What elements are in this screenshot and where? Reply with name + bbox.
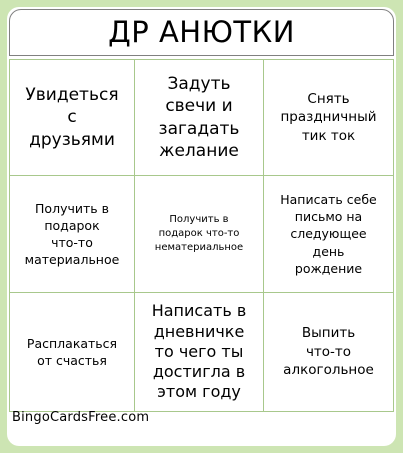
bingo-cell-text: Получить в подарок что-то материальное xyxy=(24,200,120,268)
card-title: ДР АНЮТКИ xyxy=(108,15,295,49)
bingo-cell-text: Задуть свечи и загадать желание xyxy=(158,74,240,161)
bingo-cell-text: Выпить что-то алкогольное xyxy=(283,325,374,379)
bingo-cell-r3c1[interactable] xyxy=(9,293,135,412)
bingo-grid xyxy=(9,59,394,411)
bingo-cell-text: Расплакаться от счастья xyxy=(26,335,118,368)
title-box xyxy=(9,9,394,56)
bingo-cell-r1c2[interactable] xyxy=(135,60,264,176)
bingo-cell-text: Написать в дневничке то чего ты достигла в этом году xyxy=(151,301,247,402)
bingo-cell-r2c2[interactable] xyxy=(135,176,264,293)
bingo-card xyxy=(7,7,396,446)
bingo-cell-r3c3[interactable] xyxy=(264,293,394,412)
bingo-cell-r1c3[interactable] xyxy=(264,60,394,176)
footer-brand: BingoCardsFree.com xyxy=(12,410,150,425)
bingo-cell-r1c1[interactable] xyxy=(9,60,135,176)
bingo-cell-r3c2[interactable] xyxy=(135,293,264,412)
bingo-cell-text: Снять праздничный тик ток xyxy=(280,90,377,144)
bingo-cell-text: Получить в подарок что-то нематериальное xyxy=(154,214,244,253)
bingo-cell-text: Написать себе письмо на следующее день рождение xyxy=(280,191,377,276)
bingo-cell-r2c1[interactable] xyxy=(9,176,135,293)
bingo-cell-r2c3[interactable] xyxy=(264,176,394,293)
bingo-cell-text: Увидеться с друзьями xyxy=(25,85,119,150)
